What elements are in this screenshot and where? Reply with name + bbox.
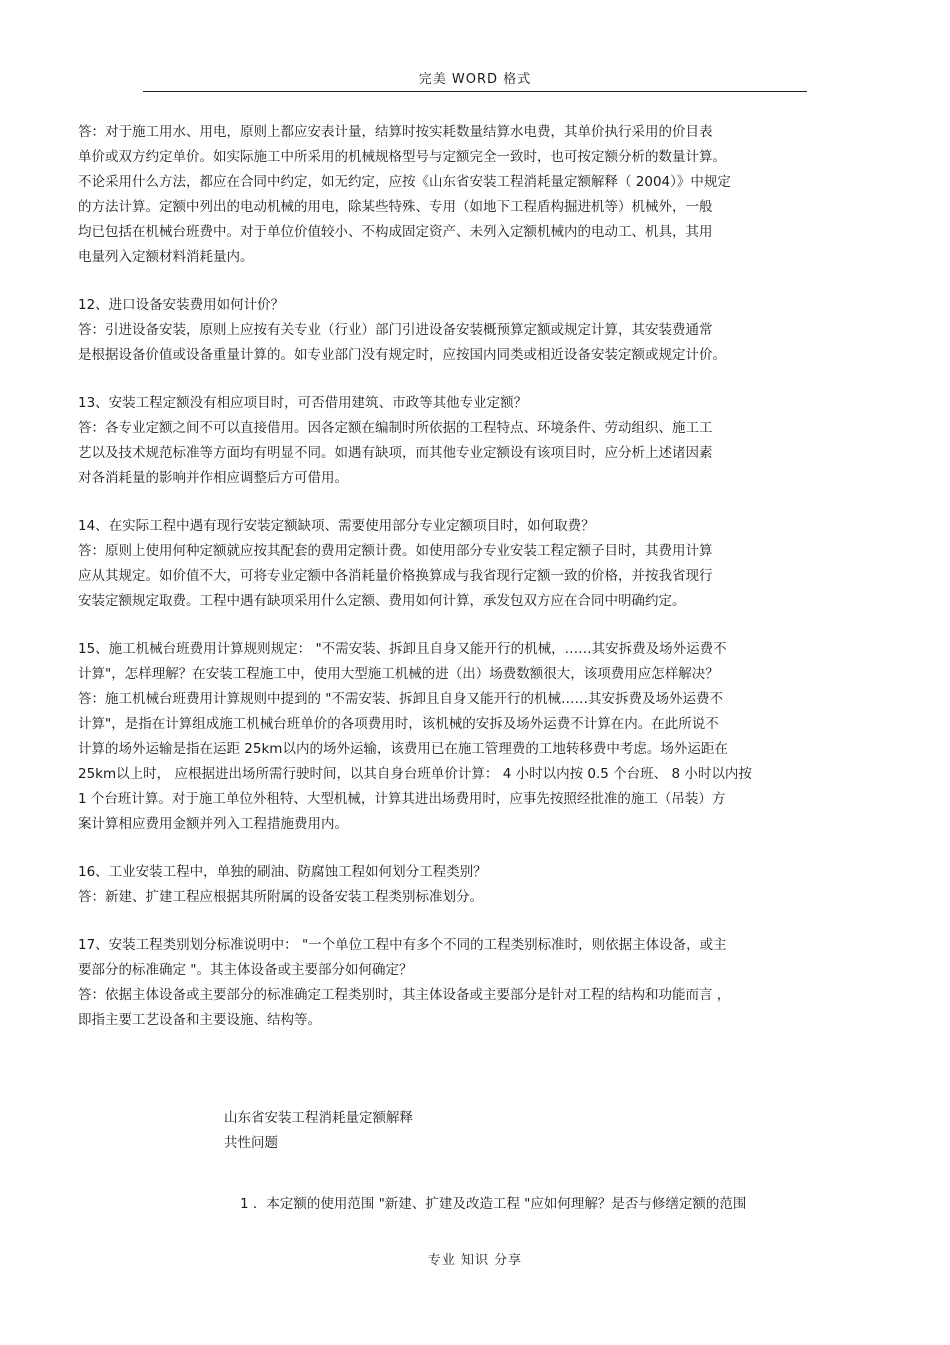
qa-block <box>78 860 878 910</box>
section-heading <box>224 1106 413 1156</box>
page-header: 完美 WORD 格式 <box>418 72 532 87</box>
text-line: 答：施工机械台班费用计算规则中提到的 "不需安装、拆卸且自身又能开行的机械……其安拆费及场外运费不 <box>78 691 723 707</box>
text-line: 1 个台班计算。对于施工单位外租特、大型机械，计算其进出场费用时，应事先按照经批准的施工（吊装）方 <box>78 791 726 807</box>
text-line: 电量列入定额材料消耗量内。 <box>78 249 254 265</box>
qa-block <box>78 120 878 270</box>
section-subtitle: 共性问题 <box>224 1135 278 1151</box>
section-title: 山东省安装工程消耗量定额解释 <box>224 1110 413 1126</box>
text-line: 答：各专业定额之间不可以直接借用。因各定额在编制时所依据的工程特点、环境条件、劳动组织、施工工 <box>78 420 713 436</box>
qa-block <box>78 514 878 614</box>
section-item-1: 1 ．本定额的使用范围 "新建、扩建及改造工程 "应如何理解？是否与修缮定额的范围 <box>240 1196 747 1212</box>
page-footer: 专业 知识 分享 <box>427 1253 523 1268</box>
text-line: 12、进口设备安装费用如何计价？ <box>78 297 285 313</box>
text-line: 15、施工机械台班费用计算规则规定： "不需安装、拆卸且自身又能开行的机械，……其安拆费及场外运费不 <box>78 641 727 657</box>
text-line: 不论采用什么方法，都应在合同中约定，如无约定，应按《山东省安装工程消耗量定额解释（ 2004）》中规定 <box>78 174 731 190</box>
text-line: 答：新建、扩建工程应根据其所附属的设备安装工程类别标准划分。 <box>78 889 483 905</box>
text-line: 答：原则上使用何种定额就应按其配套的费用定额计费。如使用部分专业安装工程定额子目时，其费用计算 <box>78 543 713 559</box>
text-line: 计算"，是指在计算组成施工机械台班单价的各项费用时，该机械的安拆及场外运费不计算在内。在此所说不 <box>78 716 719 732</box>
text-line: 案计算相应费用金额并列入工程措施费用内。 <box>78 816 348 832</box>
text-line: 艺以及技术规范标准等方面均有明显不同。如遇有缺项，而其他专业定额设有该项目时，应分析上述诸因素 <box>78 445 713 461</box>
text-line: 均已包括在机械台班费中。对于单位价值较小、不构成固定资产、未列入定额机械内的电动工、机具，其用 <box>78 224 713 240</box>
text-line: 安装定额规定取费。工程中遇有缺项采用什么定额、费用如何计算，承发包双方应在合同中明确约定。 <box>78 593 686 609</box>
text-line: 要部分的标准确定 "。其主体设备或主要部分如何确定？ <box>78 962 413 978</box>
qa-block <box>78 637 878 837</box>
text-line: 是根据设备价值或设备重量计算的。如专业部门没有规定时，应按国内同类或相近设备安装定额或规定计价。 <box>78 347 726 363</box>
text-line: 答：引进设备安装，原则上应按有关专业（行业）部门引进设备安装概预算定额或规定计算，其安装费通常 <box>78 322 713 338</box>
text-line: 17、安装工程类别划分标准说明中： "一个单位工程中有多个不同的工程类别标准时，则依据主体设备，或主 <box>78 937 727 953</box>
text-line: 25km以上时， 应根据进出场所需行驶时间，以其自身台班单价计算： 4 小时以内按 0.5 个台班、 8 小时以内按 <box>78 766 752 782</box>
text-line: 单价或双方约定单价。如实际施工中所采用的机械规格型号与定额完全一致时，也可按定额分析的数量计算。 <box>78 149 726 165</box>
header-rule <box>143 91 807 92</box>
text-line: 应从其规定。如价值不大，可将专业定额中各消耗量价格换算成与我省现行定额一致的价格，并按我省现行 <box>78 568 713 584</box>
text-line: 答：依据主体设备或主要部分的标准确定工程类别时，其主体设备或主要部分是针对工程的结构和功能而言 ， <box>78 987 731 1003</box>
text-line: 的方法计算。定额中列出的电动机械的用电，除某些特殊、专用（如地下工程盾构掘进机等）机械外，一般 <box>78 199 713 215</box>
text-line: 计算"，怎样理解？在安装工程施工中，使用大型施工机械的进（出）场费数额很大，该项费用应怎样解决？ <box>78 666 719 682</box>
qa-content <box>78 120 878 1056</box>
text-line: 13、安装工程定额没有相应项目时，可否借用建筑、市政等其他专业定额？ <box>78 395 528 411</box>
qa-block <box>78 933 878 1033</box>
text-line: 对各消耗量的影响并作相应调整后方可借用。 <box>78 470 348 486</box>
text-line: 14、在实际工程中遇有现行安装定额缺项、需要使用部分专业定额项目时，如何取费？ <box>78 518 595 534</box>
qa-block <box>78 293 878 368</box>
text-line: 即指主要工艺设备和主要设施、结构等。 <box>78 1012 321 1028</box>
qa-block <box>78 391 878 491</box>
text-line: 计算的场外运输是指在运距 25km以内的场外运输，该费用已在施工管理费的工地转移费中考虑。场外运距在 <box>78 741 728 757</box>
text-line: 答：对于施工用水、用电，原则上都应安表计量，结算时按实耗数量结算水电费，其单价执行采用的价目表 <box>78 124 713 140</box>
text-line: 16、工业安装工程中，单独的刷油、防腐蚀工程如何划分工程类别？ <box>78 864 487 880</box>
